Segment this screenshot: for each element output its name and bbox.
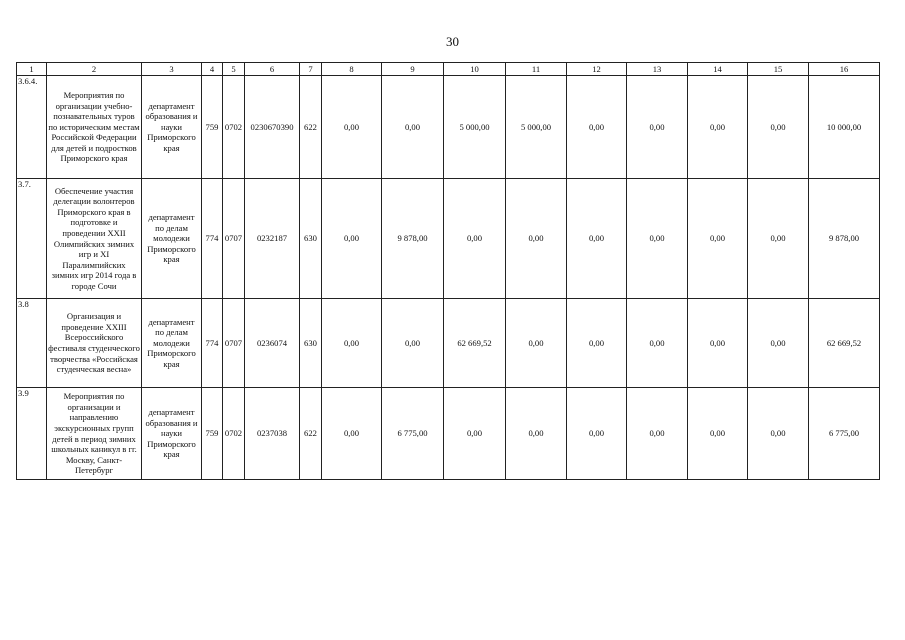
amount-col-9: 0,00	[382, 76, 444, 179]
amount-col-10: 62 669,52	[444, 299, 506, 388]
expense-type-code: 622	[300, 76, 322, 179]
section-code: 0707	[223, 179, 245, 299]
amount-col-15: 0,00	[748, 76, 809, 179]
column-header-1: 1	[17, 63, 47, 76]
amount-col-10: 5 000,00	[444, 76, 506, 179]
section-code: 0702	[223, 388, 245, 480]
table-row	[17, 76, 880, 179]
amount-col-16: 9 878,00	[809, 179, 880, 299]
amount-col-10: 0,00	[444, 179, 506, 299]
header-row	[17, 63, 880, 76]
target-article-code: 0232187	[245, 179, 300, 299]
amount-col-11: 5 000,00	[506, 76, 567, 179]
amount-col-11: 0,00	[506, 388, 567, 480]
amount-col-9: 9 878,00	[382, 179, 444, 299]
row-number: 3.7.	[17, 179, 47, 299]
table-row	[17, 388, 880, 480]
amount-col-16: 62 669,52	[809, 299, 880, 388]
department: департамент образования и науки Приморского края	[142, 388, 202, 480]
column-header-10: 10	[444, 63, 506, 76]
expense-type-code: 622	[300, 388, 322, 480]
amount-col-16: 6 775,00	[809, 388, 880, 480]
amount-col-14: 0,00	[688, 76, 748, 179]
column-header-9: 9	[382, 63, 444, 76]
section-code: 0707	[223, 299, 245, 388]
amount-col-15: 0,00	[748, 388, 809, 480]
activity-name: Организация и проведение XXIII Всероссийского фестиваля студенческого творчества «Российская студенческая весна»	[47, 299, 142, 388]
target-article-code: 0237038	[245, 388, 300, 480]
ministry-code: 759	[202, 388, 223, 480]
column-header-6: 6	[245, 63, 300, 76]
amount-col-13: 0,00	[627, 388, 688, 480]
column-header-5: 5	[223, 63, 245, 76]
amount-col-14: 0,00	[688, 179, 748, 299]
activity-name: Мероприятия по организации учебно-познавательных туров по историческим местам Российской Федерации для детей и подростков Приморского края	[47, 76, 142, 179]
amount-col-16: 10 000,00	[809, 76, 880, 179]
budget-table	[16, 62, 880, 480]
amount-col-9: 0,00	[382, 299, 444, 388]
expense-type-code: 630	[300, 299, 322, 388]
row-number: 3.9	[17, 388, 47, 480]
amount-col-11: 0,00	[506, 299, 567, 388]
page-number: 30	[446, 34, 459, 49]
amount-col-12: 0,00	[567, 179, 627, 299]
column-header-14: 14	[688, 63, 748, 76]
column-header-2: 2	[47, 63, 142, 76]
amount-col-12: 0,00	[567, 76, 627, 179]
column-header-8: 8	[322, 63, 382, 76]
column-header-11: 11	[506, 63, 567, 76]
target-article-code: 0236074	[245, 299, 300, 388]
ministry-code: 759	[202, 76, 223, 179]
target-article-code: 0230670390	[245, 76, 300, 179]
amount-col-13: 0,00	[627, 76, 688, 179]
table-row	[17, 179, 880, 299]
column-header-7: 7	[300, 63, 322, 76]
column-header-4: 4	[202, 63, 223, 76]
department: департамент по делам молодежи Приморского края	[142, 179, 202, 299]
amount-col-14: 0,00	[688, 388, 748, 480]
amount-col-11: 0,00	[506, 179, 567, 299]
amount-col-15: 0,00	[748, 179, 809, 299]
department: департамент образования и науки Приморского края	[142, 76, 202, 179]
amount-col-8: 0,00	[322, 179, 382, 299]
expense-type-code: 630	[300, 179, 322, 299]
activity-name: Обеспечение участия делегации волонтеров Приморского края в подготовке и проведении XXII Олимпийских зимних игр и XI Паралимпийских зимних игр 2014 года в городе Сочи	[47, 179, 142, 299]
amount-col-12: 0,00	[567, 299, 627, 388]
column-header-16: 16	[809, 63, 880, 76]
row-number: 3.6.4.	[17, 76, 47, 179]
column-header-15: 15	[748, 63, 809, 76]
ministry-code: 774	[202, 299, 223, 388]
section-code: 0702	[223, 76, 245, 179]
column-header-13: 13	[627, 63, 688, 76]
ministry-code: 774	[202, 179, 223, 299]
column-header-3: 3	[142, 63, 202, 76]
table-row	[17, 299, 880, 388]
amount-col-12: 0,00	[567, 388, 627, 480]
amount-col-13: 0,00	[627, 179, 688, 299]
amount-col-14: 0,00	[688, 299, 748, 388]
activity-name: Мероприятия по организации и направлению экскурсионных групп детей в период зимних школьных каникул в гг. Москву, Санкт-Петербург	[47, 388, 142, 480]
amount-col-8: 0,00	[322, 299, 382, 388]
amount-col-8: 0,00	[322, 76, 382, 179]
row-number: 3.8	[17, 299, 47, 388]
amount-col-13: 0,00	[627, 299, 688, 388]
amount-col-9: 6 775,00	[382, 388, 444, 480]
amount-col-15: 0,00	[748, 299, 809, 388]
amount-col-10: 0,00	[444, 388, 506, 480]
amount-col-8: 0,00	[322, 388, 382, 480]
department: департамент по делам молодежи Приморского края	[142, 299, 202, 388]
column-header-12: 12	[567, 63, 627, 76]
